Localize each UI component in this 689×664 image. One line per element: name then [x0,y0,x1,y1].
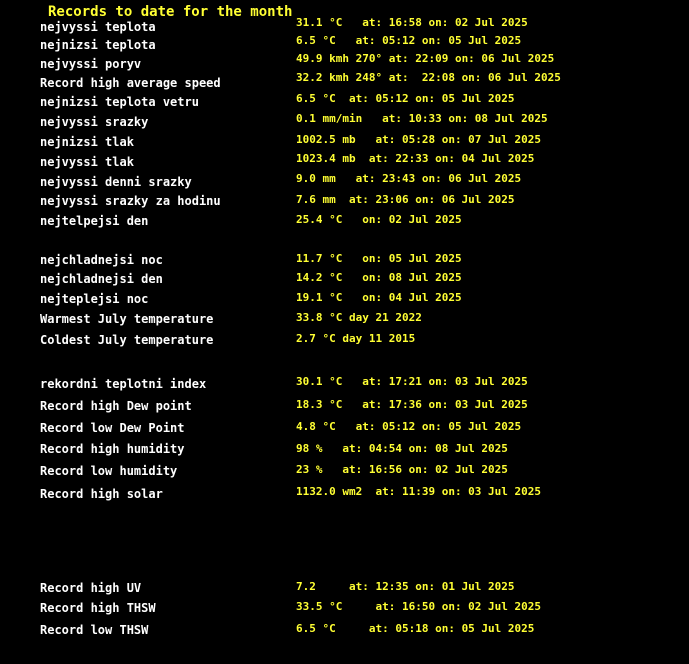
record-row-coldest-night [0,251,689,269]
record-row-warmest-day [0,212,689,230]
record-row-low-dew [0,419,689,437]
record-label: nejvyssi tlak [40,155,134,169]
record-label: Record low THSW [40,623,149,637]
page-title: Records to date for the month [48,4,293,20]
record-label: nejchladnejsi noc [40,253,163,267]
record-label: nejnizsi tlak [40,135,134,149]
record-row-high-dew [0,397,689,415]
record-value: 49.9 kmh 270° at: 22:09 on: 06 Jul 2025 [296,52,555,65]
record-value: 0.1 mm/min at: 10:33 on: 08 Jul 2025 [296,112,548,125]
record-label: Record low Dew Point [40,421,185,435]
record-label: Coldest July temperature [40,333,214,347]
record-row-coldest-day [0,270,689,288]
record-value: 1023.4 mb at: 22:33 on: 04 Jul 2025 [296,152,535,165]
record-value: 25.4 °C on: 02 Jul 2025 [296,213,462,226]
record-value: 6.5 °C at: 05:18 on: 05 Jul 2025 [296,622,535,635]
record-row-high-solar [0,485,689,503]
record-label: nejchladnejsi den [40,272,163,286]
record-label: Warmest July temperature [40,312,214,326]
record-value: 33.8 °C day 21 2022 [296,311,422,324]
record-label: nejtelpejsi den [40,214,149,228]
record-row-warmest-july [0,310,689,328]
record-value: 98 % at: 04:54 on: 08 Jul 2025 [296,442,508,455]
record-value: 7.6 mm at: 23:06 on: 06 Jul 2025 [296,193,515,206]
record-row-wind-chill [0,93,689,111]
record-value: 18.3 °C at: 17:36 on: 03 Jul 2025 [296,398,528,411]
record-label: nejvyssi denni srazky [40,175,192,189]
record-value: 31.1 °C at: 16:58 on: 02 Jul 2025 [296,16,528,29]
record-row-rain-rate [0,113,689,131]
record-row-high-pressure [0,153,689,171]
record-row-warmest-night [0,290,689,308]
record-row-coldest-july [0,331,689,349]
record-value: 6.5 °C at: 05:12 on: 05 Jul 2025 [296,34,522,47]
record-value: 32.2 kmh 248° at: 22:08 on: 06 Jul 2025 [296,71,561,84]
record-value: 30.1 °C at: 17:21 on: 03 Jul 2025 [296,375,528,388]
record-label: nejteplejsi noc [40,292,149,306]
record-label: Record high solar [40,487,163,501]
record-label: nejvyssi srazky za hodinu [40,194,221,208]
record-row-daily-rain [0,173,689,191]
record-row-high-humidity [0,440,689,458]
record-value: 4.8 °C at: 05:12 on: 05 Jul 2025 [296,420,522,433]
record-value: 14.2 °C on: 08 Jul 2025 [296,271,462,284]
record-row-heat-index [0,375,689,393]
record-value: 23 % at: 16:56 on: 02 Jul 2025 [296,463,508,476]
record-value: 9.0 mm at: 23:43 on: 06 Jul 2025 [296,172,522,185]
record-label: Record low humidity [40,464,178,478]
record-row-high-uv [0,579,689,597]
record-row-low-humidity [0,462,689,480]
record-value: 2.7 °C day 11 2015 [296,332,416,345]
record-value: 19.1 °C on: 04 Jul 2025 [296,291,462,304]
record-label: Record high THSW [40,601,156,615]
record-row-hourly-rain [0,192,689,210]
record-value: 7.2 at: 12:35 on: 01 Jul 2025 [296,580,515,593]
record-row-high-thsw [0,599,689,617]
record-label: Record high humidity [40,442,185,456]
record-row-low-pressure [0,133,689,151]
record-label: Record high UV [40,581,142,595]
record-label: Record high Dew point [40,399,192,413]
record-label: nejnizsi teplota [40,38,156,52]
record-label: nejvyssi poryv [40,57,142,71]
record-row-low-thsw [0,621,689,639]
record-value: 1002.5 mb at: 05:28 on: 07 Jul 2025 [296,133,542,146]
record-value: 11.7 °C on: 05 Jul 2025 [296,252,462,265]
record-value: 6.5 °C at: 05:12 on: 05 Jul 2025 [296,92,515,105]
record-label: nejvyssi srazky [40,115,149,129]
record-value: 33.5 °C at: 16:50 on: 02 Jul 2025 [296,600,542,613]
record-value: 1132.0 wm2 at: 11:39 on: 03 Jul 2025 [296,485,542,498]
record-label: rekordni teplotni index [40,377,207,391]
record-label: Record high average speed [40,76,221,90]
record-label: nejnizsi teplota vetru [40,95,199,109]
record-label: nejvyssi teplota [40,20,156,34]
